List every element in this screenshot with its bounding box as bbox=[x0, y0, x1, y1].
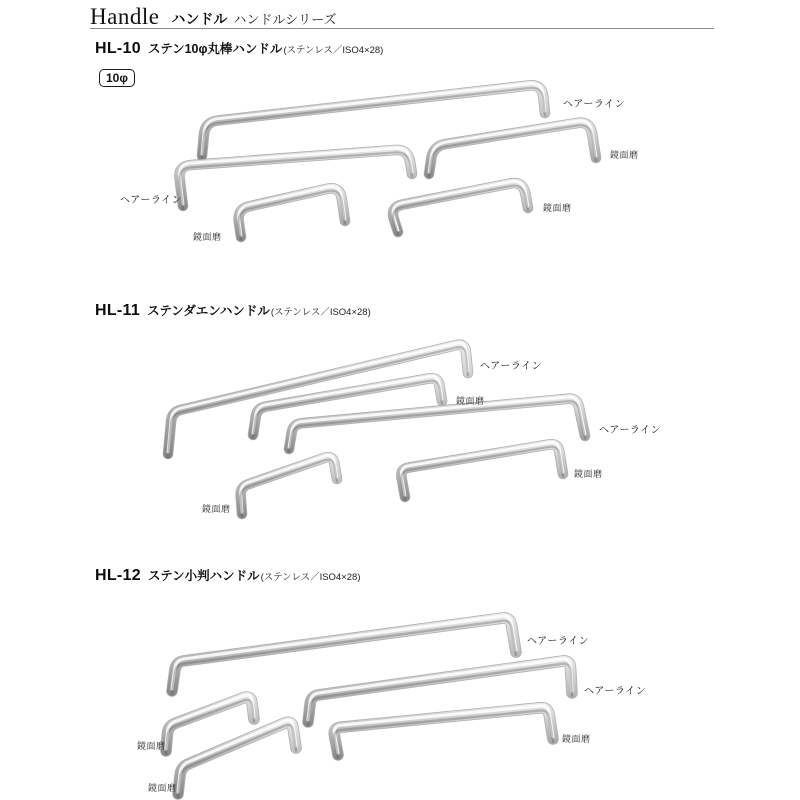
finish-label: 鏡面磨 bbox=[137, 741, 166, 751]
finish-label: 鏡面磨 bbox=[610, 150, 639, 160]
finish-label: ヘアーライン bbox=[527, 636, 590, 647]
finish-label: 鏡面磨 bbox=[193, 232, 222, 242]
product-name: ステン10φ丸棒ハンドル bbox=[147, 42, 283, 56]
model-code: HL-11 bbox=[95, 302, 141, 319]
product-spec: (ステンレス／ISO4×28) bbox=[283, 45, 384, 56]
finish-label: 鏡面磨 bbox=[456, 396, 485, 406]
handle-illustration-hl-11-4 bbox=[241, 455, 337, 516]
product-spec: (ステンレス／ISO4×28) bbox=[260, 572, 361, 583]
product-name: ステン小判ハンドル bbox=[147, 569, 260, 583]
finish-label: ヘアーライン bbox=[120, 195, 183, 206]
handle-illustration-hl-12-5 bbox=[334, 706, 553, 758]
product-spec: (ステンレス／ISO4×28) bbox=[270, 307, 371, 318]
finish-label: ヘアーライン bbox=[584, 686, 647, 697]
handle-illustration-hl-10-4 bbox=[239, 187, 345, 240]
page-title: Handle bbox=[90, 4, 160, 29]
finish-label: 鏡面磨 bbox=[543, 203, 572, 213]
page-title-ja: ハンドル bbox=[171, 11, 228, 27]
handle-illustration-hl-10-3 bbox=[429, 121, 596, 177]
handle-illustration-hl-10-5 bbox=[393, 181, 528, 234]
handle-illustration-hl-11-5 bbox=[401, 442, 563, 499]
page-subtitle: ハンドルシリーズ bbox=[233, 12, 337, 27]
finish-label: 鏡面磨 bbox=[202, 504, 231, 514]
diameter-badge: 10φ bbox=[99, 69, 135, 87]
handle-illustration-hl-12-4 bbox=[178, 720, 296, 796]
product-name: ステンダエンハンドル bbox=[147, 304, 270, 318]
finish-label: 鏡面磨 bbox=[574, 469, 603, 479]
handle-illustration-hl-12-1 bbox=[172, 616, 516, 694]
model-code: HL-12 bbox=[95, 567, 141, 584]
finish-label: ヘアーライン bbox=[480, 361, 543, 372]
finish-label: ヘアーライン bbox=[599, 425, 662, 436]
finish-label: 鏡面磨 bbox=[562, 734, 591, 744]
model-code: HL-10 bbox=[95, 40, 141, 57]
finish-label: ヘアーライン bbox=[563, 99, 626, 110]
finish-label: 鏡面磨 bbox=[148, 783, 177, 793]
